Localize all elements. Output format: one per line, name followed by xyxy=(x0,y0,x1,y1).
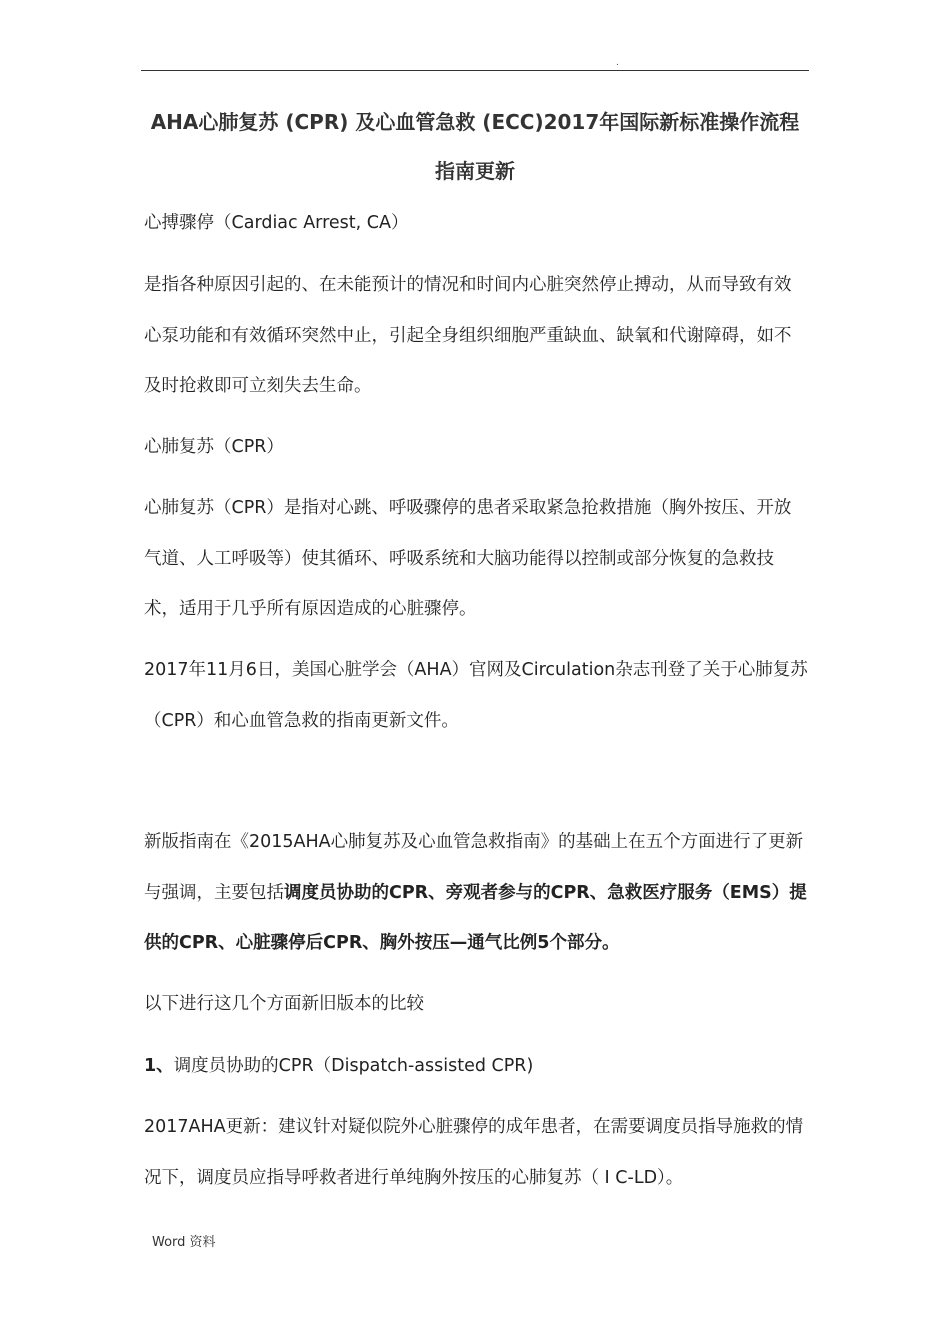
header-rule xyxy=(141,70,809,71)
section-1-title: 调度员协助的CPR（Dispatch-assisted CPR) xyxy=(173,1056,534,1076)
document-title: AHA心肺复苏 (CPR) 及心血管急救 (ECC)2017年国际新标准操作流程指南更新 xyxy=(150,110,800,183)
footer-label: Word 资料 xyxy=(152,1235,216,1250)
guideline-intro xyxy=(144,817,808,969)
ca-definition: 是指各种原因引起的、在未能预计的情况和时间内心脏突然停止搏动，从而导致有效心泵功能和有效循环突然中止，引起全身组织细胞严重缺血、缺氧和代谢障碍，如不及时抢救即可立刻失去生命。 xyxy=(144,275,792,396)
header-mark: . xyxy=(616,58,619,68)
section-1-heading xyxy=(144,1041,808,1092)
compare-line: 以下进行这几个方面新旧版本的比较 xyxy=(144,994,424,1014)
guideline-intro-emphasis: 调度员协助的CPR、旁观者参与的CPR、急救医疗服务（EMS）提供的CPR、心脏骤停后CPR、胸外按压—通气比例5个部分。 xyxy=(144,882,807,953)
cpr-heading: 心肺复苏（CPR） xyxy=(144,437,284,457)
section-1-body: 2017AHA更新：建议针对疑似院外心脏骤停的成年患者，在需要调度员指导施救的情况下，调度员应指导呼救者进行单纯胸外按压的心肺复苏（ I C-LD）。 xyxy=(144,1117,804,1188)
section-1-number: 1、 xyxy=(144,1056,174,1076)
guideline-news: 2017年11月6日，美国心脏学会（AHA）官网及Circulation杂志刊登了关于心肺复苏（CPR）和心血管急救的指南更新文件。 xyxy=(144,660,808,731)
ca-heading: 心搏骤停（Cardiac Arrest, CA） xyxy=(144,213,409,233)
guideline-intro-text: 新版指南在《2015AHA心肺复苏及心血管急救指南》的基础上在五个方面进行了更新与强调，主要包括 xyxy=(144,832,804,903)
cpr-definition: 心肺复苏（CPR）是指对心跳、呼吸骤停的患者采取紧急抢救措施（胸外按压、开放气道、人工呼吸等）使其循环、呼吸系统和大脑功能得以控制或部分恢复的急救技术，适用于几乎所有原因造成的心脏骤停。 xyxy=(144,498,792,619)
